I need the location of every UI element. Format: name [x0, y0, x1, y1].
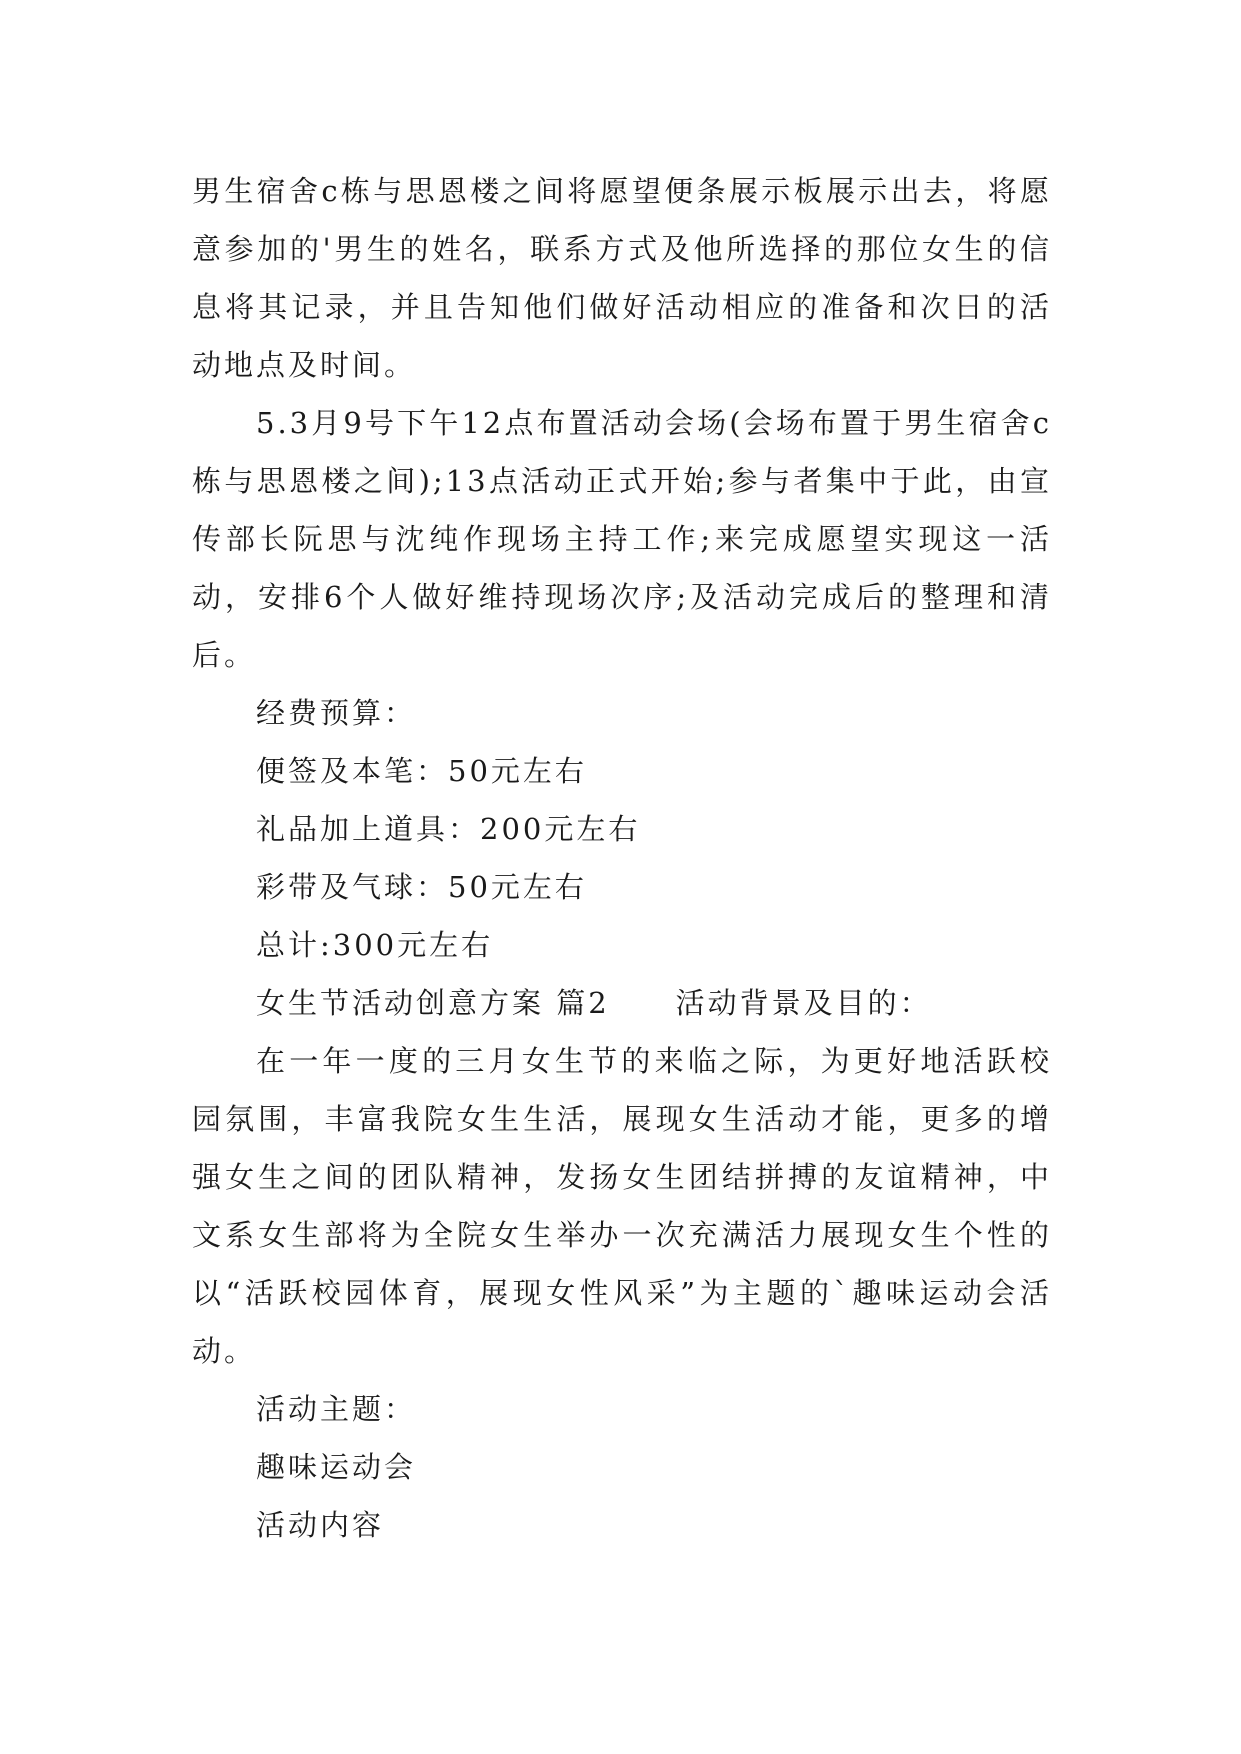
document-body	[192, 162, 1052, 1554]
theme-heading: 活动主题：	[256, 1392, 417, 1426]
section-title: 女生节活动创意方案 篇2	[256, 986, 610, 1020]
budget-item-ribbons-balloons: 彩带及气球：50元左右	[256, 870, 587, 904]
paragraph-registration: 男生宿舍c栋与思恩楼之间将愿望便条展示板展示出去，将愿意参加的'男生的姓名，联系方式及他所选择的那位女生的信息将其记录，并且告知他们做好活动相应的准备和次日的活动地点及时间。	[192, 174, 1052, 382]
paragraph-venue-setup: 5.3月9号下午12点布置活动会场(会场布置于男生宿舍c栋与思恩楼之间);13点活动正式开始;参与者集中于此，由宣传部长阮思与沈纯作现场主持工作;来完成愿望实现这一活动，安排6个人做好维持现场次序;及活动完成后的整理和清后。	[192, 406, 1052, 672]
section-subheading: 活动背景及目的：	[675, 986, 932, 1020]
section-title-line	[192, 974, 1052, 1032]
budget-heading: 经费预算：	[256, 696, 417, 730]
theme-value: 趣味运动会	[256, 1450, 417, 1484]
budget-item-gifts-props: 礼品加上道具：200元左右	[256, 812, 641, 846]
budget-item-notes-pens: 便签及本笔：50元左右	[256, 754, 587, 788]
budget-total: 总计:300元左右	[256, 928, 494, 962]
paragraph-background: 在一年一度的三月女生节的来临之际，为更好地活跃校园氛围，丰富我院女生生活，展现女生活动才能，更多的增强女生之间的团队精神，发扬女生团结拼搏的友谊精神，中文系女生部将为全院女生举办一次充满活力展现女生个性的以“活跃校园体育，展现女性风采”为主题的`趣味运动会活动。	[192, 1044, 1052, 1368]
content-heading: 活动内容	[256, 1508, 385, 1542]
